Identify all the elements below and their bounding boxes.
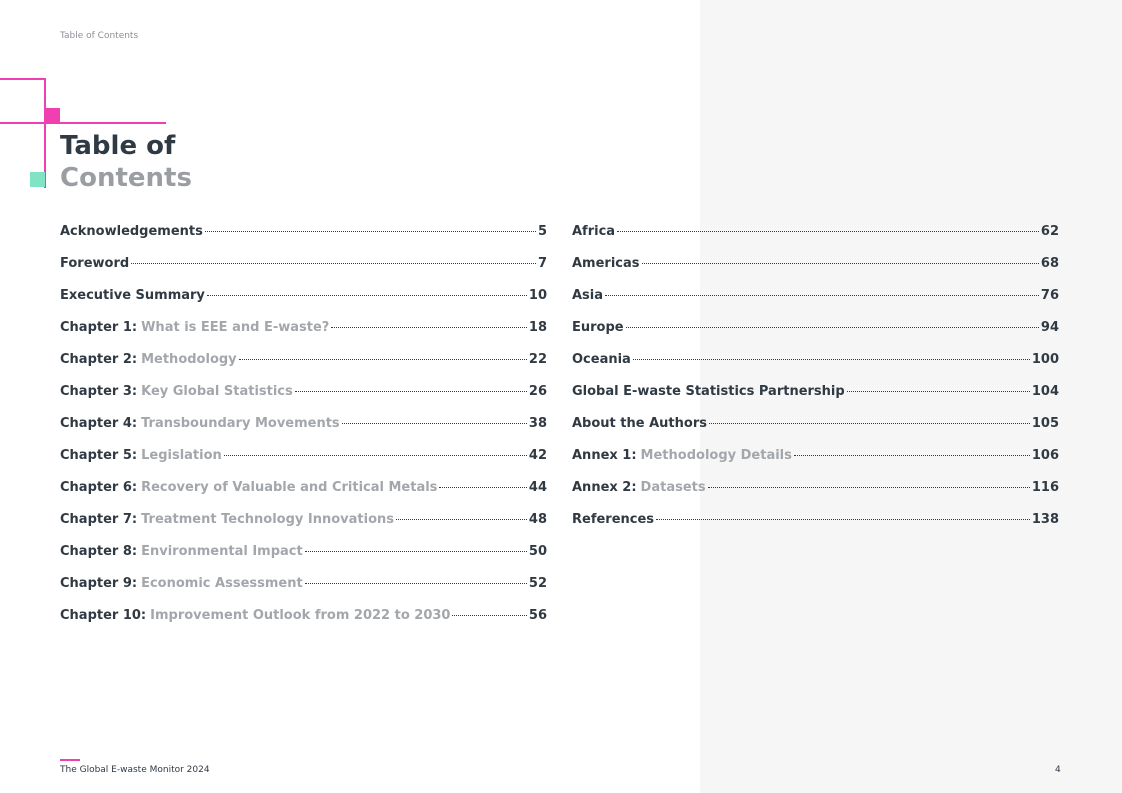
toc-entry[interactable]: [572, 350, 1059, 382]
dot-leader: [239, 359, 527, 360]
toc-entry[interactable]: [60, 350, 547, 382]
toc-entry-label: References: [572, 512, 655, 527]
dot-leader: [396, 519, 527, 520]
toc-entry-label: Executive Summary: [60, 288, 205, 303]
toc-entry-subtitle: Treatment Technology Innovations: [141, 512, 395, 527]
decorative-line: [0, 122, 166, 124]
toc-entry-page-number: 68: [1040, 256, 1059, 271]
decorative-line: [0, 78, 46, 80]
toc-entry-label: Acknowledgements: [60, 224, 203, 239]
toc-entry[interactable]: [60, 510, 547, 542]
toc-entry-label: Annex 1:: [572, 448, 637, 463]
toc-entry-page-number: 105: [1031, 416, 1059, 431]
running-header: Table of Contents: [60, 31, 139, 41]
toc-entry-subtitle: Datasets: [640, 480, 706, 495]
toc-entry[interactable]: [60, 478, 547, 510]
toc-entry-page-number: 52: [528, 576, 547, 591]
toc-entry[interactable]: [60, 318, 547, 350]
toc-entry[interactable]: [572, 414, 1059, 446]
page-number: 4: [1055, 765, 1061, 775]
decorative-square-teal: [30, 172, 45, 187]
toc-entry-page-number: 48: [528, 512, 547, 527]
toc-entry[interactable]: [572, 254, 1059, 286]
toc-entry-page-number: 7: [537, 256, 547, 271]
toc-entry-subtitle: Economic Assessment: [141, 576, 303, 591]
toc-entry-page-number: 44: [528, 480, 547, 495]
toc-entry-page-number: 50: [528, 544, 547, 559]
toc-entry[interactable]: [60, 606, 547, 638]
toc-entry-subtitle: What is EEE and E-waste?: [141, 320, 330, 335]
toc-entry-label: Chapter 4:: [60, 416, 138, 431]
toc-entry-label: Chapter 7:: [60, 512, 138, 527]
toc-entry[interactable]: [572, 222, 1059, 254]
toc-column-left: [60, 222, 547, 638]
toc-entry[interactable]: [60, 286, 547, 318]
dot-leader: [452, 615, 526, 616]
toc-entry-page-number: 26: [528, 384, 547, 399]
toc-entry[interactable]: [572, 446, 1059, 478]
toc-entry-label: Global E-waste Statistics Partnership: [572, 384, 845, 399]
toc-entry-page-number: 116: [1031, 480, 1059, 495]
dot-leader: [342, 423, 527, 424]
toc-entry[interactable]: [60, 414, 547, 446]
toc-entry[interactable]: [60, 574, 547, 606]
toc-entry-subtitle: Recovery of Valuable and Critical Metals: [141, 480, 438, 495]
toc-entry-label: Foreword: [60, 256, 130, 271]
toc-entry-page-number: 104: [1031, 384, 1059, 399]
toc-entry[interactable]: [572, 478, 1059, 510]
toc-entry-page-number: 106: [1031, 448, 1059, 463]
page-title: [60, 130, 192, 194]
page-title-line2: Contents: [60, 163, 192, 193]
page-title-line1: Table of: [60, 131, 176, 161]
toc-entry-subtitle: Methodology: [141, 352, 237, 367]
toc-entry-subtitle: Environmental Impact: [141, 544, 303, 559]
toc-entry-page-number: 22: [528, 352, 547, 367]
toc-entry[interactable]: [60, 542, 547, 574]
toc-column-right: [572, 222, 1059, 542]
dot-leader: [709, 423, 1030, 424]
toc-entry-label: Chapter 3:: [60, 384, 138, 399]
toc-entry-page-number: 76: [1040, 288, 1059, 303]
toc-entry-subtitle: Legislation: [141, 448, 222, 463]
decorative-square-pink: [45, 108, 60, 123]
dot-leader: [794, 455, 1030, 456]
toc-entry-page-number: 42: [528, 448, 547, 463]
dot-leader: [131, 263, 536, 264]
dot-leader: [305, 551, 527, 552]
toc-entry[interactable]: [572, 510, 1059, 542]
toc-entry-label: Africa: [572, 224, 616, 239]
toc-entry-label: Chapter 9:: [60, 576, 138, 591]
dot-leader: [605, 295, 1039, 296]
toc-entry-label: Chapter 6:: [60, 480, 138, 495]
toc-entry-subtitle: Key Global Statistics: [141, 384, 293, 399]
toc-entry-page-number: 10: [528, 288, 547, 303]
dot-leader: [656, 519, 1030, 520]
toc-entry-label: Chapter 2:: [60, 352, 138, 367]
toc-entry-subtitle: Transboundary Movements: [141, 416, 340, 431]
dot-leader: [708, 487, 1030, 488]
dot-leader: [205, 231, 536, 232]
toc-entry[interactable]: [60, 222, 547, 254]
toc-entry-page-number: 5: [537, 224, 547, 239]
toc-entry[interactable]: [572, 382, 1059, 414]
toc-entry[interactable]: [60, 446, 547, 478]
toc-entry-label: Asia: [572, 288, 604, 303]
dot-leader: [295, 391, 527, 392]
dot-leader: [439, 487, 526, 488]
dot-leader: [305, 583, 527, 584]
toc-entry-label: Chapter 10:: [60, 608, 147, 623]
toc-entry-label: Chapter 5:: [60, 448, 138, 463]
toc-entry[interactable]: [60, 254, 547, 286]
dot-leader: [207, 295, 527, 296]
toc-entry-label: Chapter 1:: [60, 320, 138, 335]
dot-leader: [626, 327, 1039, 328]
toc-entry-page-number: 62: [1040, 224, 1059, 239]
footer-accent-line: [60, 759, 80, 761]
toc-entry-subtitle: Improvement Outlook from 2022 to 2030: [150, 608, 451, 623]
dot-leader: [224, 455, 527, 456]
toc-entry-page-number: 18: [528, 320, 547, 335]
toc-entry-page-number: 94: [1040, 320, 1059, 335]
toc-entry-label: Europe: [572, 320, 624, 335]
toc-entry-label: Oceania: [572, 352, 631, 367]
dot-leader: [642, 263, 1039, 264]
toc-entry[interactable]: [572, 318, 1059, 350]
dot-leader: [331, 327, 527, 328]
dot-leader: [617, 231, 1039, 232]
toc-entry-page-number: 100: [1031, 352, 1059, 367]
toc-entry-page-number: 38: [528, 416, 547, 431]
toc-entry-subtitle: Methodology Details: [640, 448, 792, 463]
toc-entry-label: Annex 2:: [572, 480, 637, 495]
toc-entry-label: Americas: [572, 256, 640, 271]
toc-entry[interactable]: [572, 286, 1059, 318]
toc-entry-label: Chapter 8:: [60, 544, 138, 559]
dot-leader: [847, 391, 1030, 392]
toc-entry-page-number: 138: [1031, 512, 1059, 527]
dot-leader: [633, 359, 1030, 360]
toc-entry-label: About the Authors: [572, 416, 707, 431]
toc-entry[interactable]: [60, 382, 547, 414]
toc-entry-page-number: 56: [528, 608, 547, 623]
footer-publication-title: The Global E-waste Monitor 2024: [60, 765, 210, 775]
